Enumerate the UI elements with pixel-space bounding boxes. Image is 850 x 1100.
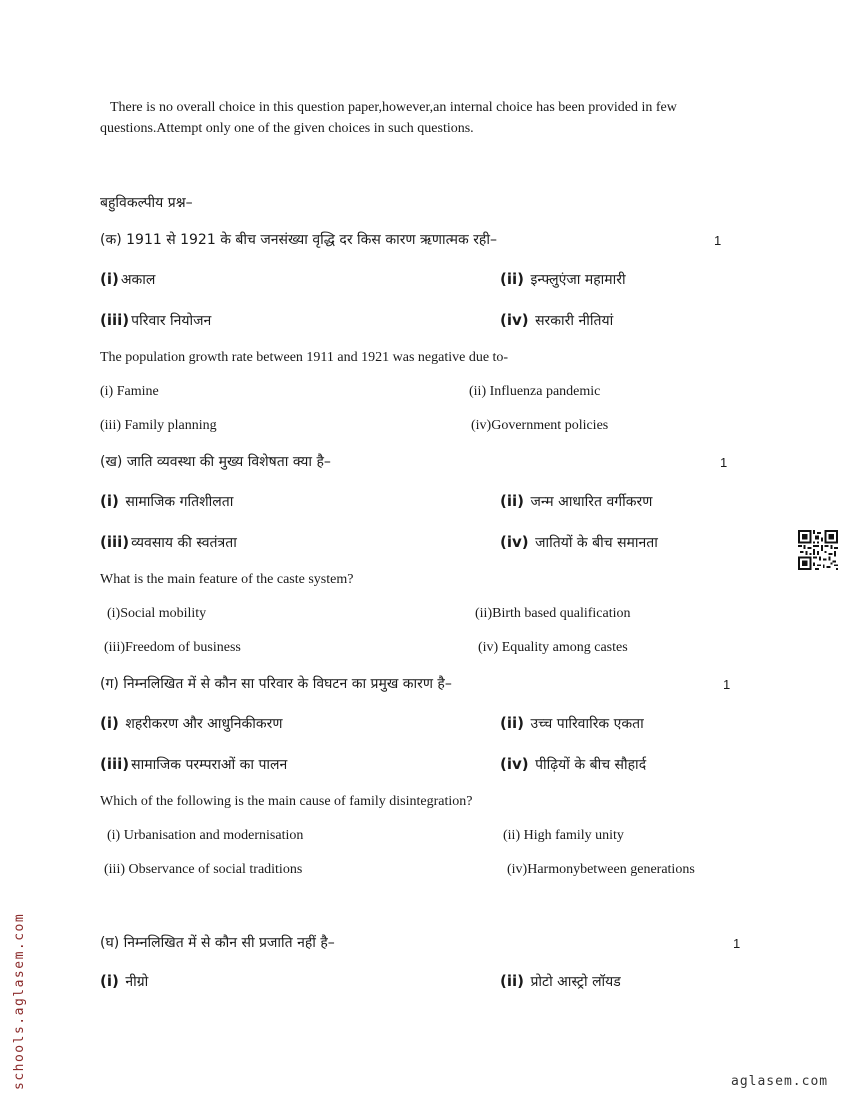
question-ga-hindi: (ग) निम्नलिखित में से कौन सा परिवार के विघटन का प्रमुख कारण है– <box>100 676 452 692</box>
option-kha-ii-english: (ii)Birth based qualification <box>475 606 631 621</box>
option-ga-iv-hindi <box>500 755 646 774</box>
option-gha-ii-hindi <box>500 972 621 991</box>
option-kha-ii-hindi <box>500 492 652 511</box>
option-ka-ii-hindi <box>500 270 626 289</box>
option-text: उच्च पारिवारिक एकता <box>530 716 644 732</box>
option-ka-ii-english: (ii) Influenza pandemic <box>469 384 601 399</box>
question-gha-marks: 1 <box>733 936 741 951</box>
option-number: (i) <box>100 714 119 732</box>
option-number: (iii) <box>100 311 130 329</box>
option-text: जन्म आधारित वर्गीकरण <box>530 494 653 510</box>
watermark-corner: aglasem.com <box>731 1074 829 1089</box>
option-text: व्यवसाय की स्वतंत्रता <box>131 535 237 551</box>
option-gha-i-hindi <box>100 972 148 991</box>
option-ka-i-hindi <box>100 270 155 289</box>
option-ga-ii-english: (ii) High family unity <box>503 828 624 843</box>
option-text: अकाल <box>120 272 156 288</box>
section-heading: बहुविकल्पीय प्रश्न– <box>100 195 193 211</box>
option-text: पीढ़ियों के बीच सौहार्द <box>535 757 647 773</box>
option-text: इन्फ्लुएंजा महामारी <box>530 272 626 288</box>
option-ka-i-english: (i) Famine <box>100 384 159 399</box>
option-ka-iii-english: (iii) Family planning <box>100 418 217 433</box>
option-ka-iii-hindi <box>100 311 211 330</box>
option-text: सरकारी नीतियां <box>535 313 614 329</box>
option-kha-iv-english: (iv) Equality among castes <box>478 640 628 655</box>
option-number: (iii) <box>100 533 130 551</box>
option-number: (ii) <box>500 270 524 288</box>
question-kha-english: What is the main feature of the caste system? <box>100 572 354 587</box>
option-ga-iii-hindi <box>100 755 287 774</box>
option-text: नीग्रो <box>125 974 149 990</box>
question-ka-english: The population growth rate between 1911 and 1921 was negative due to- <box>100 350 509 365</box>
option-number: (iii) <box>100 755 130 773</box>
option-ga-i-hindi <box>100 714 282 733</box>
question-ga-english: Which of the following is the main cause of family disintegration? <box>100 794 473 809</box>
option-ga-ii-hindi <box>500 714 644 733</box>
option-ga-iv-english: (iv)Harmonybetween generations <box>507 862 695 877</box>
option-number: (iv) <box>500 755 529 773</box>
instructions-line-2: questions.Attempt only one of the given choices in such questions. <box>100 121 474 136</box>
question-gha-hindi: (घ) निम्नलिखित में से कौन सी प्रजाति नहीं है– <box>100 935 335 951</box>
option-number: (i) <box>100 972 119 990</box>
option-number: (iv) <box>500 533 529 551</box>
qr-code-icon <box>798 530 838 570</box>
option-ga-i-english: (i) Urbanisation and modernisation <box>107 828 304 843</box>
option-ga-iii-english: (iii) Observance of social traditions <box>104 862 303 877</box>
option-kha-iii-hindi <box>100 533 237 552</box>
option-ka-iv-hindi <box>500 311 613 330</box>
option-text: परिवार नियोजन <box>131 313 212 329</box>
question-kha-hindi: (ख) जाति व्यवस्था की मुख्य विशेषता क्या है– <box>100 454 331 470</box>
option-text: जातियों के बीच समानता <box>535 535 658 551</box>
option-ka-iv-english: (iv)Government policies <box>471 418 609 433</box>
question-ka-marks: 1 <box>714 233 722 248</box>
watermark-side: schools.aglasem.com <box>12 912 27 1090</box>
option-number: (i) <box>100 492 119 510</box>
option-text: सामाजिक गतिशीलता <box>125 494 234 510</box>
option-number: (ii) <box>500 714 524 732</box>
question-ga-marks: 1 <box>723 677 731 692</box>
option-text: सामाजिक परम्पराओं का पालन <box>131 757 288 773</box>
option-number: (ii) <box>500 972 524 990</box>
option-kha-i-hindi <box>100 492 233 511</box>
option-text: शहरीकरण और आधुनिकीकरण <box>125 716 283 732</box>
option-number: (i) <box>100 270 119 288</box>
question-ka-hindi: (क) 1911 से 1921 के बीच जनसंख्या वृद्धि दर किस कारण ऋणात्मक रही– <box>100 232 497 248</box>
option-number: (iv) <box>500 311 529 329</box>
question-kha-marks: 1 <box>720 455 728 470</box>
option-kha-i-english: (i)Social mobility <box>107 606 207 621</box>
option-number: (ii) <box>500 492 524 510</box>
option-kha-iv-hindi <box>500 533 658 552</box>
option-text: प्रोटो आस्ट्रो लॉयड <box>530 974 621 990</box>
instructions-line-1: There is no overall choice in this question paper,however,an internal choice has been provided in few <box>110 100 677 115</box>
option-kha-iii-english: (iii)Freedom of business <box>104 640 241 655</box>
